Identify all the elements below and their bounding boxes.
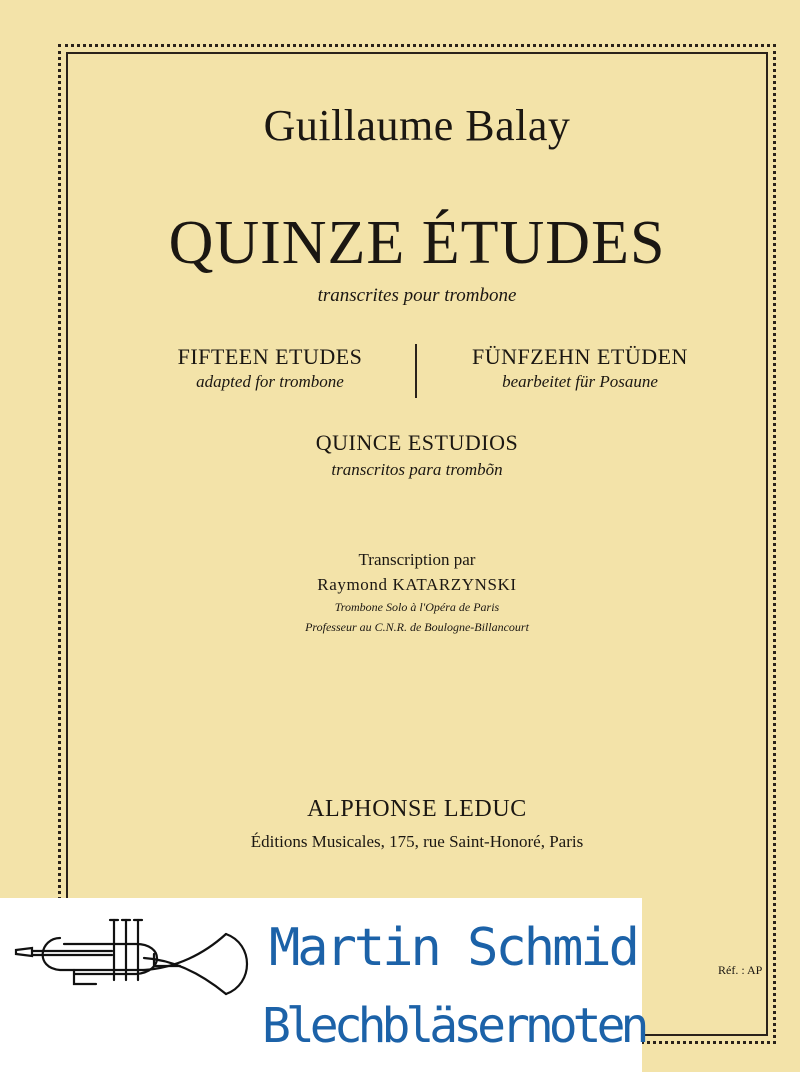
english-subtitle: adapted for trombone [196,372,344,391]
vertical-divider [415,344,417,398]
trumpet-icon [4,908,266,1000]
decorative-inner-border [66,52,768,1036]
watermark-line-1: Martin Schmid [269,918,637,978]
seller-watermark [0,898,645,1072]
transcriber-position-2: Professeur au C.N.R. de Boulogne-Billancourt [305,620,529,634]
main-subtitle: transcrites pour trombone [317,285,517,306]
spanish-title: QUINCE ESTUDIOS [315,430,519,455]
german-title: FÜNFZEHN ETÜDEN [472,344,688,369]
german-title-block [420,344,740,392]
main-title: QUINZE ÉTUDES [168,209,666,277]
composer-name: Guillaume Balay [263,101,571,150]
publisher-name: ALPHONSE LEDUC [307,796,527,822]
transcription-label: Transcription par [358,550,476,569]
watermark-line-2: Blechbläsernoten [262,998,645,1054]
publisher-address: Éditions Musicales, 175, rue Saint-Honoré, Paris [250,832,584,851]
english-title: FIFTEEN ETUDES [177,344,363,369]
transcriber-name: Raymond KATARZYNSKI [317,575,517,594]
english-title-block [130,344,410,392]
transcriber-position-1: Trombone Solo à l'Opéra de Paris [334,600,500,614]
german-subtitle: bearbeitet für Posaune [502,372,658,391]
reference-code: Réf. : AP [718,963,763,977]
spanish-subtitle: transcritos para trombõn [331,460,503,479]
